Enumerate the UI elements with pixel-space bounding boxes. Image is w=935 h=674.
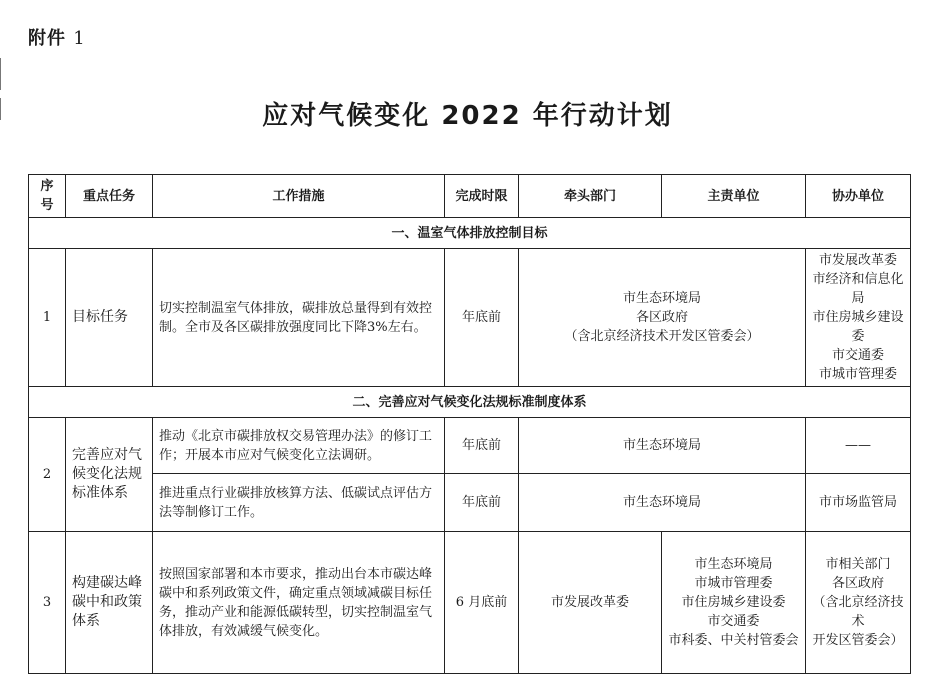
row-assist: [806, 249, 911, 387]
unit-line: （含北京经济技术: [812, 595, 904, 629]
row-task: 目标任务: [66, 249, 153, 387]
unit-line: 开发区管委会）: [812, 633, 904, 648]
unit-line: 市生态环境局: [694, 557, 773, 572]
table-row: [29, 532, 911, 674]
row-main: [662, 532, 806, 674]
section-row: [29, 218, 911, 249]
table-row: [29, 418, 911, 474]
unit-line: 市发展改革委: [818, 253, 897, 268]
binding-mark-top: [0, 58, 7, 90]
section-heading: 二、完善应对气候变化法规标准制度体系: [29, 387, 911, 418]
row-measure: 按照国家部署和本市要求，推动出台本市碳达峰碳中和系列政策文件，确定重点领域减碳目标任务，推动产业和能源低碳转型，切实控制温室气体排放，有效减缓气候变化。: [153, 532, 445, 674]
unit-line: 市交通委: [831, 348, 884, 363]
header-main-unit: 主责单位: [662, 175, 806, 218]
row-deadline: 6 月底前: [445, 532, 519, 674]
attachment-text: 附件: [28, 28, 66, 49]
unit-line: 市住房城乡建设委: [681, 595, 786, 610]
row-seq: 3: [29, 532, 66, 674]
section-heading: 一、温室气体排放控制目标: [29, 218, 911, 249]
table-row: [29, 474, 911, 532]
unit-line: 各区政府: [635, 310, 688, 325]
attachment-label: [28, 24, 86, 50]
row-lead-and-main: 市生态环境局: [519, 474, 806, 532]
row-assist: 市市场监管局: [806, 474, 911, 532]
unit-line: 市经济和信息化局: [812, 272, 904, 306]
table-row: [29, 249, 911, 387]
row-deadline: 年底前: [445, 418, 519, 474]
unit-line: 市住房城乡建设委: [812, 310, 904, 344]
unit-line: （含北京经济技术开发区管委会）: [564, 329, 760, 344]
attachment-number: 1: [73, 28, 86, 49]
header-measure: 工作措施: [153, 175, 445, 218]
row-assist: ——: [806, 418, 911, 474]
row-assist: [806, 532, 911, 674]
row-measure: 切实控制温室气体排放，碳排放总量得到有效控制。全市及各区碳排放强度同比下降3%左右。: [153, 249, 445, 387]
header-lead-department: 牵头部门: [519, 175, 662, 218]
header-seq: 序号: [29, 175, 66, 218]
row-task: 完善应对气候变化法规标准体系: [66, 418, 153, 532]
document-title: 应对气候变化 2022 年行动计划: [262, 101, 673, 131]
unit-line: 市相关部门: [825, 557, 891, 572]
unit-line: 市科委、中关村管委会: [668, 633, 799, 648]
row-seq: 1: [29, 249, 66, 387]
action-plan-table: [28, 174, 911, 674]
header-assist-unit: 协办单位: [806, 175, 911, 218]
unit-line: 市生态环境局: [622, 291, 701, 306]
table-header-row: [29, 175, 911, 218]
header-deadline: 完成时限: [445, 175, 519, 218]
header-task: 重点任务: [66, 175, 153, 218]
unit-line: 市城市管理委: [694, 576, 773, 591]
unit-line: 市城市管理委: [818, 367, 897, 382]
row-measure: 推动《北京市碳排放权交易管理办法》的修订工作；开展本市应对气候变化立法调研。: [153, 418, 445, 474]
row-lead-and-main: [519, 249, 806, 387]
section-row: [29, 387, 911, 418]
unit-line: 各区政府: [831, 576, 884, 591]
row-measure: 推进重点行业碳排放核算方法、低碳试点评估方法等制修订工作。: [153, 474, 445, 532]
row-lead-and-main: 市生态环境局: [519, 418, 806, 474]
unit-line: 市交通委: [707, 614, 760, 629]
row-deadline: 年底前: [445, 249, 519, 387]
row-seq: 2: [29, 418, 66, 532]
row-deadline: 年底前: [445, 474, 519, 532]
row-task: 构建碳达峰碳中和政策体系: [66, 532, 153, 674]
row-lead: 市发展改革委: [519, 532, 662, 674]
